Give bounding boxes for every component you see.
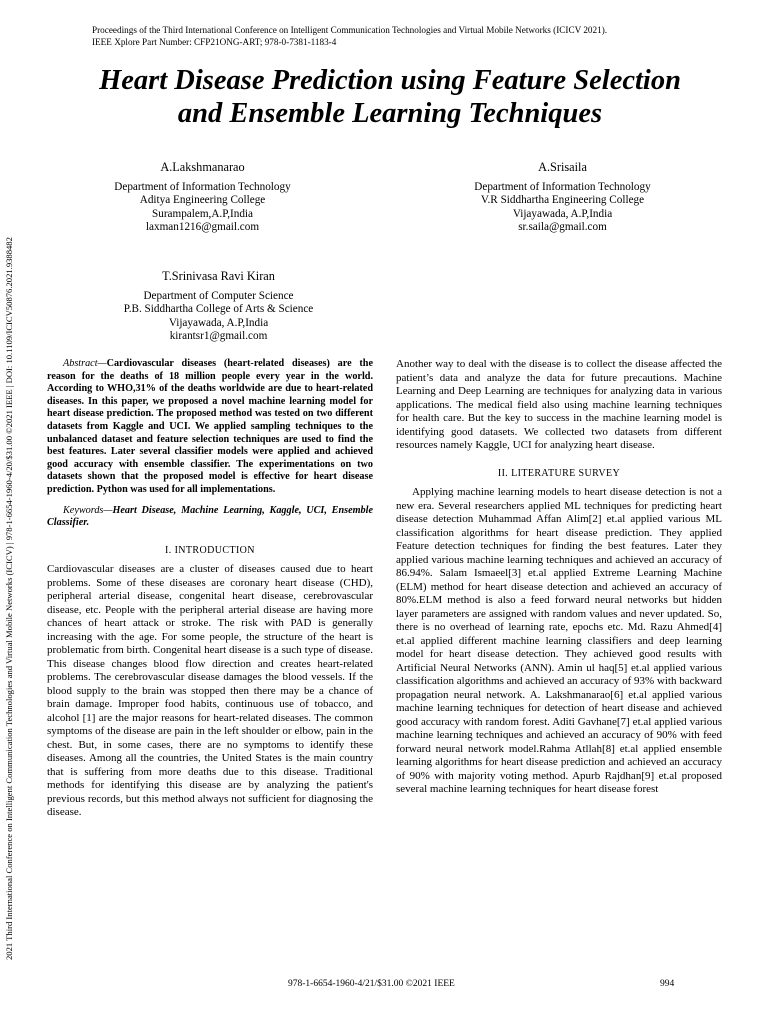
author-name: A.Lakshmanarao (160, 160, 245, 174)
proceedings-line-2: IEEE Xplore Part Number: CFP21ONG-ART; 978-0-7381-1183-4 (92, 37, 337, 47)
literature-survey-text: Applying machine learning models to heart disease detection is not a new era. Several researchers applied ML techniques for predicting heart disease detection Muhammad Affan Alim[2] et.al applied various ML classification algorithms for heart disease prediction. They applied Feature detection techniques for finding the best features. Later they applied various machine learning techniques and achieved an accuracy of 86.94%. Salam Ismaeel[3] et.al applied Extreme Learning Machine (ELM) method for heart disease detection and achieved an accuracy of 80%.ELM method is also a feed forward neural networks but hidden layer parameters are assigned with random values and never updated. So, there is no overhead of learning rate, epochs etc. Md. Razu Ahmed[4] et.al applied different machine learning classifiers and deep learning model for heart disease detection. They achieved good results with Artificial Neural Networks (ANN). Amin ul haq[5] et.al applied various classification algorithms and achieved an accuracy of 93% with backward propagation neural network. A. Lakshmanarao[6] et.al applied various machine learning techniques for detection of heart disease and achieved good accuracy with random forest. Aditi Gavhane[7] et.al applied various machine learning techniques and achieved an accuracy of 90% with feed forward neural network model.Rahma Atllah[8] et.al applied ensemble learning algorithms for heart disease prediction and achieved an accuracy of 90% with majority voting method. Apurb Rajdhan[9] et.al proposed several machine learning techniques for heart disease forest (396, 486, 722, 795)
title-line-2: and Ensemble Learning Techniques (177, 98, 603, 129)
author-block-1 (100, 161, 305, 235)
author-place: Surampalem,A.P,India (152, 207, 253, 220)
left-column (47, 358, 373, 820)
author-place: Vijayawada, A.P,India (512, 207, 613, 220)
author-email: sr.saila@gmail.com (518, 221, 607, 234)
author-block-3 (106, 270, 331, 344)
page-number: 994 (660, 979, 675, 989)
keywords (47, 505, 373, 530)
author-email: laxman1216@gmail.com (145, 221, 260, 234)
author-dept: Department of Information Technology (474, 180, 651, 193)
author-place: Vijayawada, A.P,India (168, 316, 269, 329)
keywords-text: Heart Disease, Machine Learning, Kaggle, UCI, Ensemble Classifier. (47, 504, 373, 529)
paper-title (40, 64, 740, 130)
section-heading-literature-survey: II. LITERATURE SURVEY (497, 467, 621, 479)
doi-side-note: 2021 Third International Conference on Intelligent Communication Technologies and Virtual Mobile Networks (ICICV) | 978-1-6654-1960-4/20/$31.00 ©2021 IEEE | DOI: 10.1109/ICICV50876.2021.9388482 (4, 237, 14, 960)
footer-copyright: 978-1-6654-1960-4/21/$31.00 ©2021 IEEE (288, 979, 455, 989)
title-line-1: Heart Disease Prediction using Feature Selection (99, 65, 681, 96)
author-block-2 (455, 161, 670, 235)
section-heading-introduction: I. INTRODUCTION (165, 544, 255, 556)
author-org: V.R Siddhartha Engineering College (480, 194, 645, 207)
author-email: kirantsr1@gmail.com (169, 330, 268, 343)
introduction-continued-text: Another way to deal with the disease is to collect the disease affected the patient’s data and analyze the data for future precautions. Machine Learning and Deep Learning are techniques for analyzing data in various applications. The medical field also using machine learning techniques for health care. But the key to success in the machine learning model is identifying good datasets. We collected two datasets from different resources namely Kaggle, UCI for analyzing heart disease. (396, 358, 722, 451)
author-org: P.B. Siddhartha College of Arts & Science (123, 303, 314, 316)
author-name: A.Srisaila (538, 160, 587, 174)
abstract-text: Cardiovascular diseases (heart-related diseases) are the reason for the deaths of 18 million people every year in the world. According to WHO,31% of the deaths worldwide are due to heart-related diseases. In this paper, we proposed a novel machine learning model for heart disease prediction. The proposed method was tested on two different datasets from Kaggle and UCI. We applied sampling techniques to the unbalanced dataset and feature selection techniques are used to find the best features. Later several classifier models were applied and achieved good accuracy with ensemble classifier. The experimentations on two datasets shown that the proposed model is effective for heart disease prediction. Python was used for all implementations. (47, 358, 373, 495)
abstract (47, 358, 373, 497)
author-dept: Department of Information Technology (114, 180, 291, 193)
author-name: T.Srinivasa Ravi Kiran (162, 269, 275, 283)
introduction-text: Cardiovascular diseases are a cluster of diseases caused due to heart problems. Some of these diseases are coronary heart disease (CHD), peripheral arterial disease, congenital heart disease, cerebrovascular disease, etc. People with the peripheral arterial disease are having more chances of heart attack or stroke. The risk with PAD is generally increasing with the age. For some people, the structure of the heart is problematic from birth. Congenital heart disease is a such type of disease. This disease changes blood flow direction and creates heart-related problems. The cerebrovascular disease damages the blood vessels. If the blood supply to the brain was stopped then there may be a chance of brain damage. Improper food habits, continuous use of tobacco, and alcohol [1] are the major reasons for heart-related diseases. The common symptoms of the disease are pain in the left shoulder or elbow, pain in the chest. But, in some cases, there are no symptoms to identify these diseases. Among all the countries, the United States is the main country that is suffering from more deaths due to this disease. Traditional methods for identifying this disease are by analyzing the patient's previous records, but this method always not sufficient for diagnosing the disease. (47, 563, 373, 819)
abstract-lead: Abstract— (63, 358, 107, 369)
proceedings-line-1: Proceedings of the Third International Conference on Intelligent Communication Technologies and Virtual Mobile Networks (ICICV 2021). (92, 25, 608, 35)
keywords-lead: Keywords— (63, 504, 113, 516)
author-org: Aditya Engineering College (139, 194, 266, 207)
proceedings-header (92, 24, 732, 48)
right-column (396, 358, 722, 797)
author-dept: Department of Computer Science (143, 289, 294, 302)
